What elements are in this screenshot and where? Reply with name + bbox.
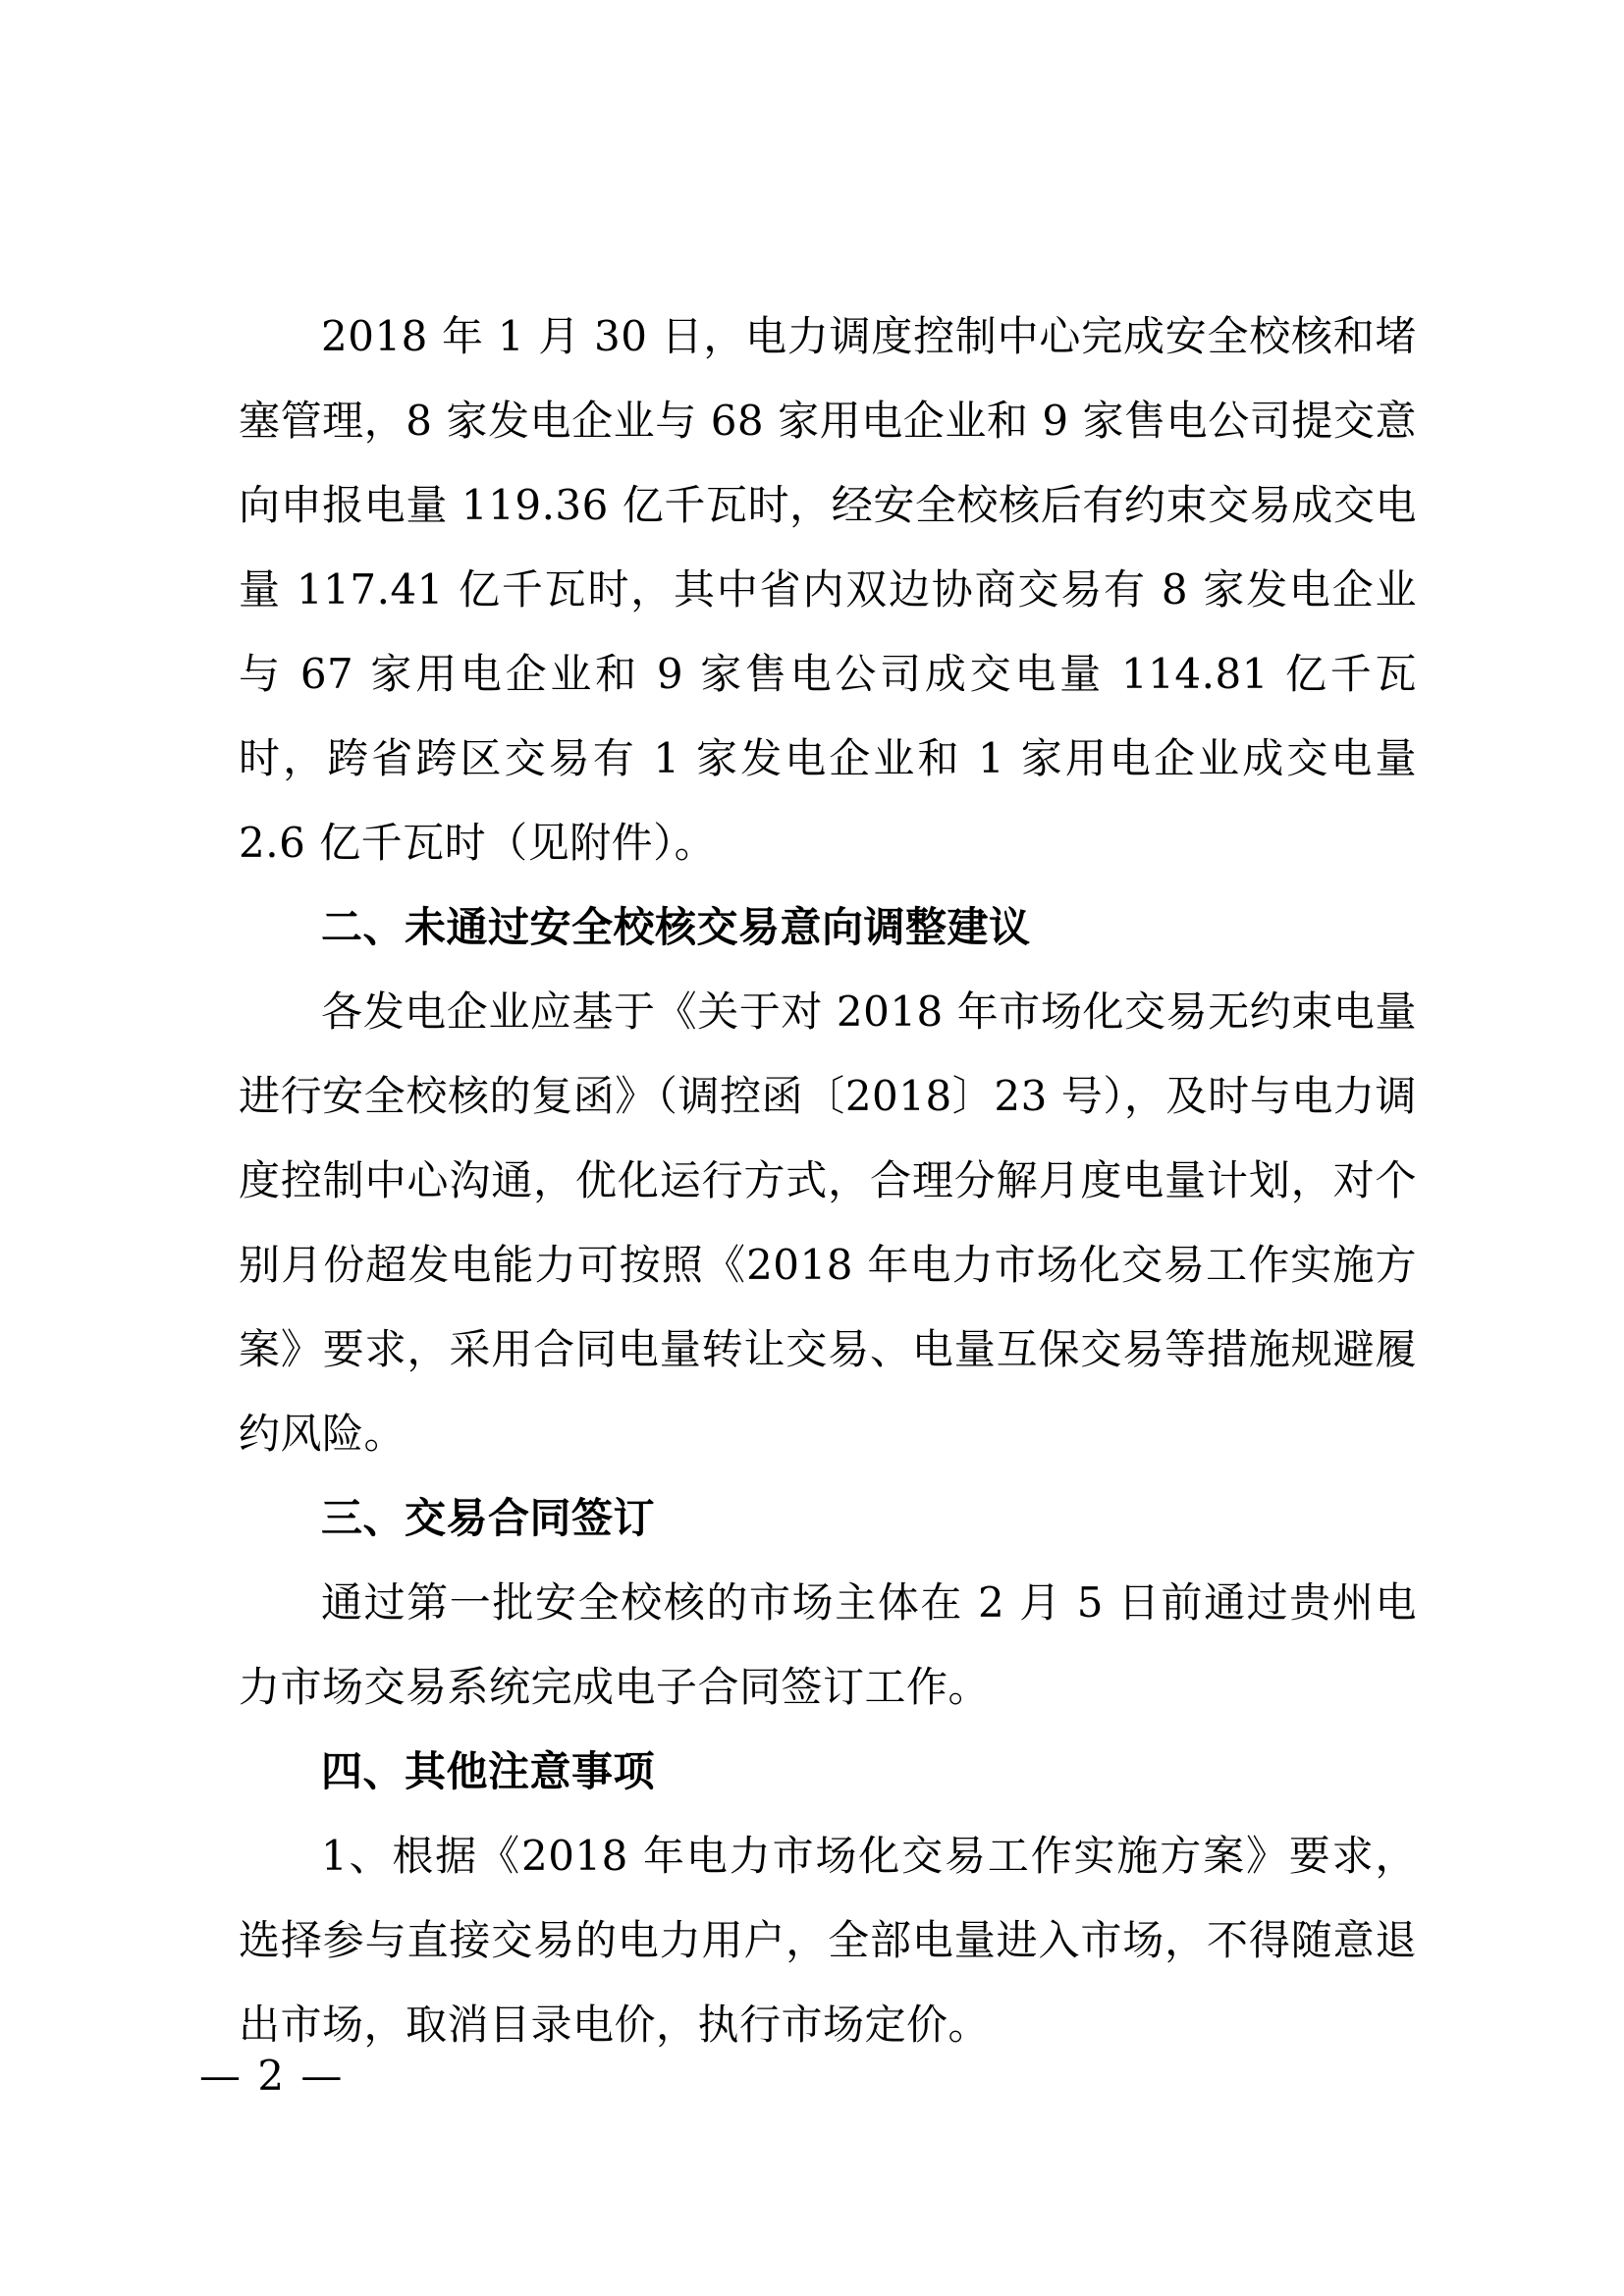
section-4-paragraph: 1、根据《2018 年电力市场化交易工作实施方案》要求，选择参与直接交易的电力用户，全部电量进入市场，不得随意退出市场，取消目录电价，执行市场定价。 xyxy=(239,1832,1417,2049)
section-3-paragraph: 通过第一批安全校核的市场主体在 2 月 5 日前通过贵州电力市场交易系统完成电子合同签订工作。 xyxy=(239,1578,1417,1711)
intro-paragraph: 2018 年 1 月 30 日，电力调度控制中心完成安全校核和堵塞管理，8 家发电企业与 68 家用电企业和 9 家售电公司提交意向申报电量 119.36 亿千瓦时，经安全校核后有约束交易成交电量 117.41 亿千瓦时，其中省内双边协商交易有 8 家发电企业与 67 家用电企业和 9 家售电公司成交电量 114.81 亿千瓦时，跨省跨区交易有 1 家发电企业和 1 家用电企业成交电量 2.6 亿千瓦时（见附件）。 xyxy=(239,312,1417,867)
section-2-paragraph: 各发电企业应基于《关于对 2018 年市场化交易无约束电量进行安全校核的复函》（调控函〔2018〕23 号），及时与电力调度控制中心沟通，优化运行方式，合理分解月度电量计划，对个别月份超发电能力可按照《2018 年电力市场化交易工作实施方案》要求，采用合同电量转让交易、电量互保交易等措施规避履约风险。 xyxy=(239,988,1417,1458)
document-body xyxy=(239,294,1417,2067)
section-3-heading: 三、交易合同签订 xyxy=(321,1494,656,1542)
section-4-heading: 四、其他注意事项 xyxy=(321,1747,656,1795)
section-2-heading: 二、未通过安全校核交易意向调整建议 xyxy=(321,903,1031,951)
page-number: — 2 — xyxy=(199,2052,345,2100)
